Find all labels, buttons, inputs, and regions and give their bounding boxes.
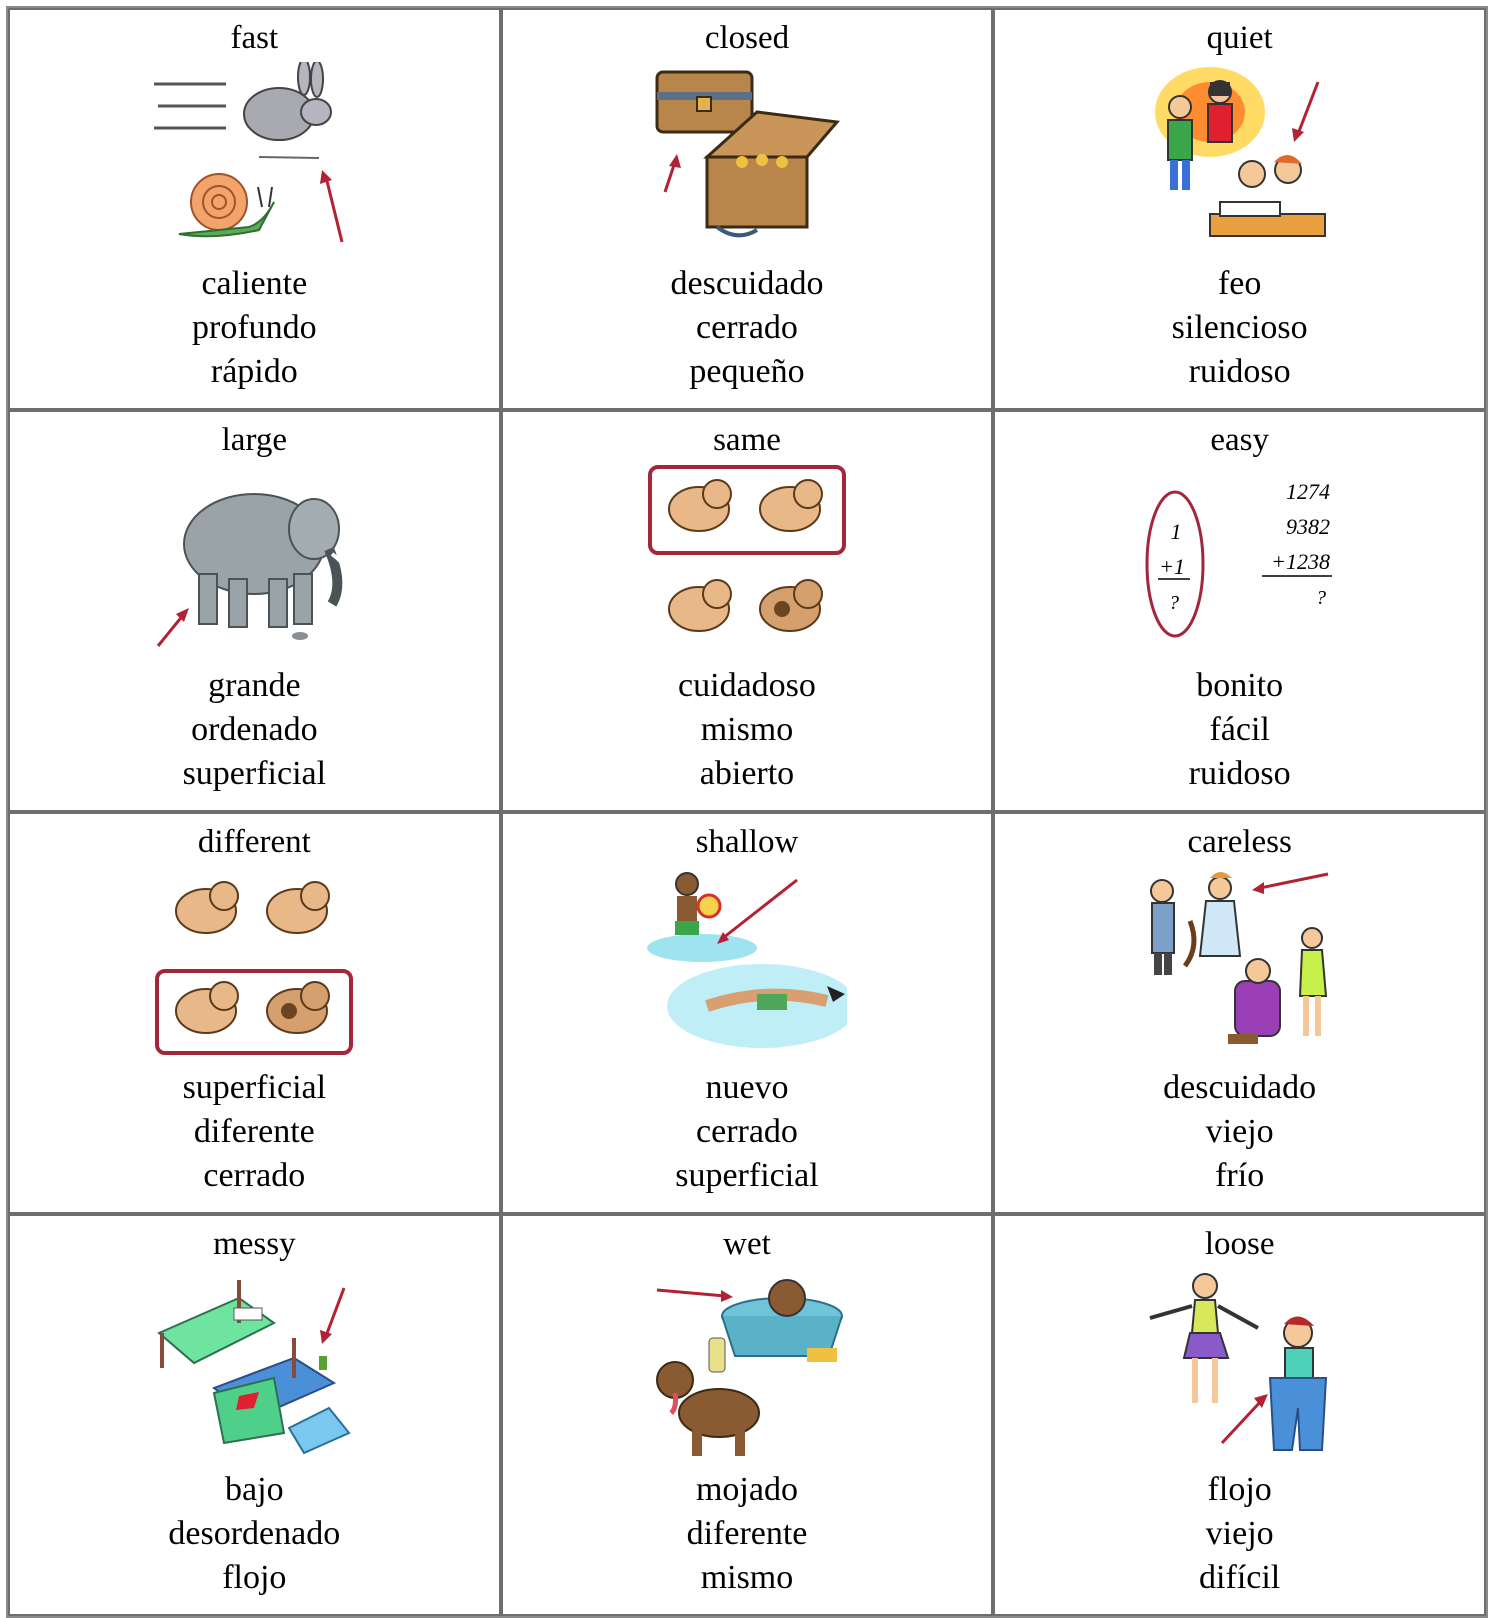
choice-option[interactable]: nuevo	[705, 1069, 789, 1106]
matching-dogs-icon	[647, 464, 847, 654]
vocab-cell-messy	[8, 1214, 501, 1616]
choice-option[interactable]: frío	[1215, 1157, 1265, 1194]
spanish-choices	[503, 1468, 992, 1600]
choice-option[interactable]: mojado	[695, 1471, 798, 1508]
choice-option[interactable]: ruidoso	[1188, 353, 1291, 390]
english-word: quiet	[1206, 20, 1273, 56]
different-dogs-icon	[154, 866, 354, 1056]
choice-option[interactable]: desordenado	[168, 1515, 341, 1552]
choice-option[interactable]: pequeño	[689, 353, 805, 390]
spanish-choices	[10, 1468, 499, 1600]
choice-option[interactable]: flojo	[222, 1559, 287, 1596]
choice-option[interactable]: diferente	[686, 1515, 808, 1552]
spanish-choices	[503, 262, 992, 394]
choice-option[interactable]: flojo	[1207, 1471, 1272, 1508]
math-left-line: 1	[1170, 519, 1182, 544]
choice-option[interactable]: grande	[208, 667, 301, 704]
choice-option[interactable]: bonito	[1196, 667, 1284, 704]
spanish-choices	[10, 664, 499, 796]
choice-option[interactable]: descuidado	[670, 265, 824, 302]
spanish-choices	[995, 664, 1484, 796]
choice-option[interactable]: diferente	[193, 1113, 315, 1150]
vocab-cell-fast	[8, 8, 501, 410]
math-problems-icon	[1140, 464, 1340, 654]
english-word: easy	[1210, 422, 1269, 458]
messy-beds-icon	[154, 1268, 354, 1458]
english-word: different	[197, 824, 311, 860]
vocab-cell-careless	[993, 812, 1486, 1214]
english-word: careless	[1187, 824, 1292, 860]
choice-option[interactable]: caliente	[201, 265, 308, 302]
spanish-choices	[503, 664, 992, 796]
english-word: closed	[704, 20, 790, 56]
english-word: large	[221, 422, 287, 458]
spanish-choices	[10, 1066, 499, 1198]
math-right-line: 1274	[1285, 479, 1330, 504]
choice-option[interactable]: mismo	[700, 1559, 794, 1596]
grid-row	[8, 812, 1486, 1214]
choice-option[interactable]: superficial	[675, 1157, 819, 1194]
noisy-and-reading-kids-icon	[1140, 62, 1340, 252]
choice-option[interactable]: fácil	[1209, 711, 1270, 748]
english-word: fast	[230, 20, 279, 56]
vocab-cell-easy	[993, 410, 1486, 812]
elephant-and-mouse-icon	[154, 464, 354, 654]
grid-row	[8, 1214, 1486, 1616]
choice-option[interactable]: abierto	[699, 755, 795, 792]
english-word: wet	[723, 1226, 771, 1262]
choice-option[interactable]: ruidoso	[1188, 755, 1291, 792]
spilling-people-icon	[1140, 866, 1340, 1056]
vocabulary-grid	[6, 6, 1488, 1618]
spanish-choices	[995, 1066, 1484, 1198]
choice-option[interactable]: cerrado	[203, 1157, 306, 1194]
choice-option[interactable]: descuidado	[1163, 1069, 1317, 1106]
math-right-line: ?	[1315, 587, 1326, 609]
vocab-cell-different	[8, 812, 501, 1214]
choice-option[interactable]: superficial	[182, 1069, 327, 1106]
choice-option[interactable]: feo	[1217, 265, 1262, 302]
choice-option[interactable]: profundo	[192, 309, 317, 346]
vocab-cell-quiet	[993, 8, 1486, 410]
vocab-cell-shallow	[501, 812, 994, 1214]
spanish-choices	[995, 1468, 1484, 1600]
choice-option[interactable]: bajo	[225, 1471, 284, 1508]
wet-dog-icon	[647, 1268, 847, 1458]
choice-option[interactable]: mismo	[700, 711, 794, 748]
math-right-line: +1238	[1270, 549, 1330, 574]
spanish-choices	[10, 262, 499, 394]
swimmers-icon	[647, 866, 847, 1056]
vocab-cell-closed	[501, 8, 994, 410]
choice-option[interactable]: rápido	[210, 353, 298, 390]
english-word: loose	[1204, 1226, 1275, 1262]
choice-option[interactable]: cuidadoso	[678, 667, 816, 704]
choice-option[interactable]: cerrado	[696, 309, 798, 346]
grid-row	[8, 410, 1486, 812]
loose-pants-icon	[1140, 1268, 1340, 1458]
spanish-choices	[995, 262, 1484, 394]
spanish-choices	[503, 1066, 992, 1198]
english-word: shallow	[695, 824, 799, 860]
choice-option[interactable]: viejo	[1205, 1113, 1274, 1150]
rabbit-and-snail-icon	[154, 62, 354, 252]
treasure-chests-icon	[647, 62, 847, 252]
math-right-line: 9382	[1285, 514, 1330, 539]
vocab-cell-wet	[501, 1214, 994, 1616]
english-word: same	[713, 422, 781, 458]
choice-option[interactable]: viejo	[1205, 1515, 1274, 1552]
vocab-cell-large	[8, 410, 501, 812]
choice-option[interactable]: ordenado	[191, 711, 318, 748]
english-word: messy	[213, 1226, 296, 1262]
grid-row	[8, 8, 1486, 410]
vocab-cell-same	[501, 410, 994, 812]
math-left-line: ?	[1168, 592, 1179, 614]
choice-option[interactable]: difícil	[1199, 1559, 1281, 1596]
choice-option[interactable]: cerrado	[696, 1113, 798, 1150]
choice-option[interactable]: silencioso	[1171, 309, 1308, 346]
choice-option[interactable]: superficial	[182, 755, 327, 792]
vocab-cell-loose	[993, 1214, 1486, 1616]
math-left-line: +1	[1158, 554, 1185, 579]
